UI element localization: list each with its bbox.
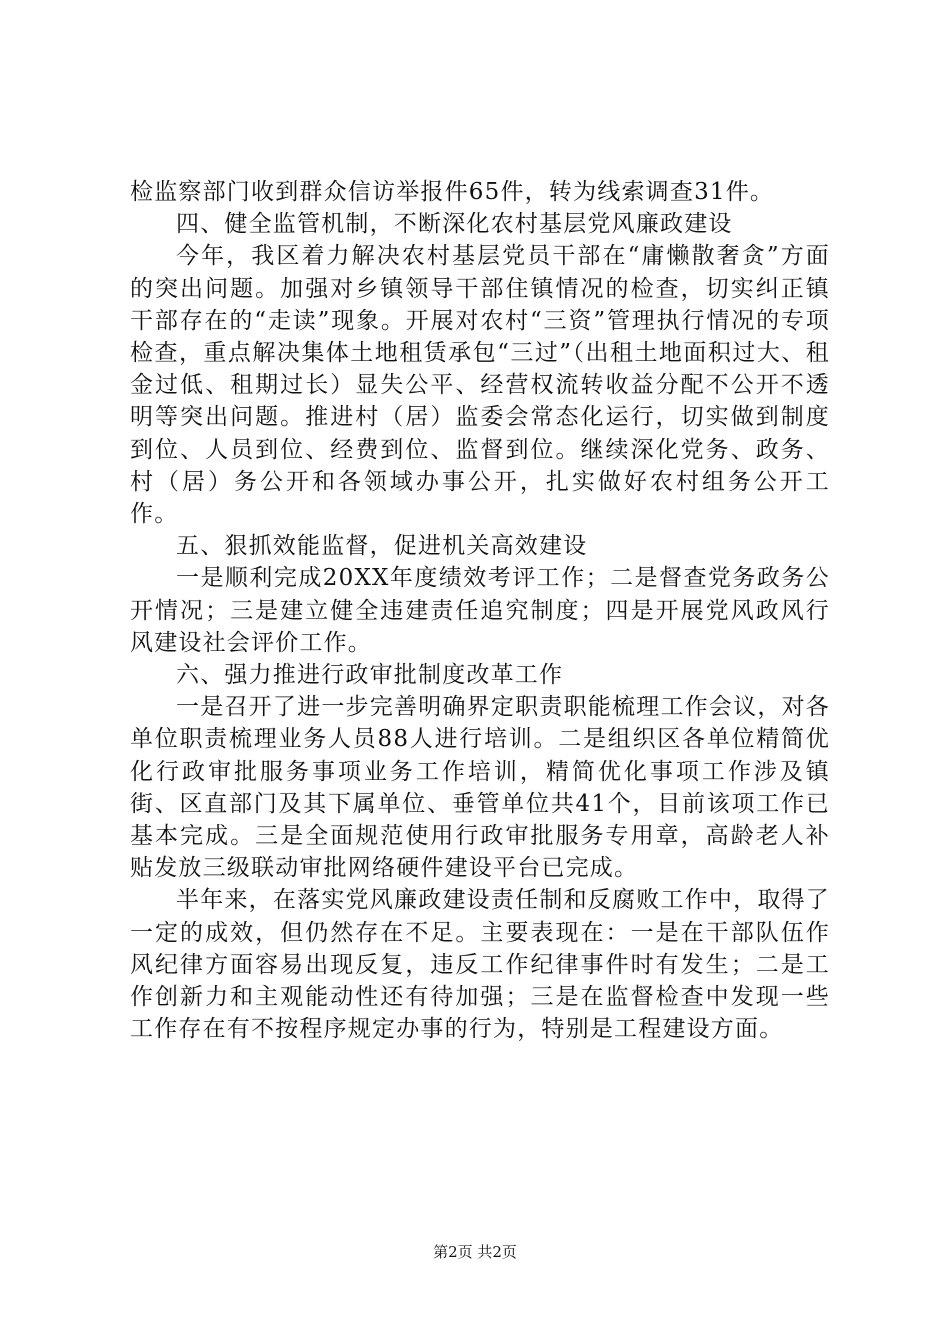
paragraph-continuation: 检监察部门收到群众信访举报件65件，转为线索调查31件。 [130, 179, 775, 205]
section-heading-6: 六、强力推进行政审批制度改革工作 [176, 662, 564, 689]
document-body [130, 176, 830, 1045]
paragraph-section-5-body: 一是顺利完成20XX年度绩效考评工作；二是督查党务政务公开情况；三是建立健全违建责任追究制度；四是开展党风政风行风建设社会评价工作。 [130, 565, 830, 656]
paragraph-summary: 半年来，在落实党风廉政建设责任制和反腐败工作中，取得了一定的成效，但仍然存在不足。主要表现在：一是在干部队伍作风纪律方面容易出现反复，违反工作纪律事件时有发生；二是工作创新力和主观能动性还有待加强；三是在监督检查中发现一些工作存在有不按程序规定办事的行为，特别是工程建设方面。 [130, 887, 830, 1043]
section-heading-5: 五、狠抓效能监督，促进机关高效建设 [176, 533, 588, 560]
paragraph-section-6-body: 一是召开了进一步完善明确界定职责职能梳理工作会议，对各单位职责梳理业务人员88人进行培训。二是组织区各单位精简优化行政审批服务事项业务工作培训，精简优化事项工作涉及镇街、区直部门及其下属单位、垂管单位共41个，目前该项工作已基本完成。三是全面规范使用行政审批服务专用章，高龄老人补贴发放三级联动审批网络硬件建设平台已完成。 [130, 694, 830, 882]
page-number-footer: 第2页 共2页 [433, 1243, 517, 1261]
section-heading-4: 四、健全监管机制，不断深化农村基层党风廉政建设 [176, 211, 733, 238]
paragraph-section-4-body: 今年，我区着力解决农村基层党员干部在“庸懒散奢贪”方面的突出问题。加强对乡镇领导干部住镇情况的检查，切实纠正镇干部存在的“走读”现象。开展对农村“三资”管理执行情况的专项检查，重点解决集体土地租赁承包“三过”（出租土地面积过大、租金过低、租期过长）显失公平、经营权流转收益分配不公开不透明等突出问题。推进村（居）监委会常态化运行，切实做到制度到位、人员到位、经费到位、监督到位。继续深化党务、政务、村（居）务公开和各领域办事公开，扎实做好农村组务公开工作。 [130, 243, 830, 528]
